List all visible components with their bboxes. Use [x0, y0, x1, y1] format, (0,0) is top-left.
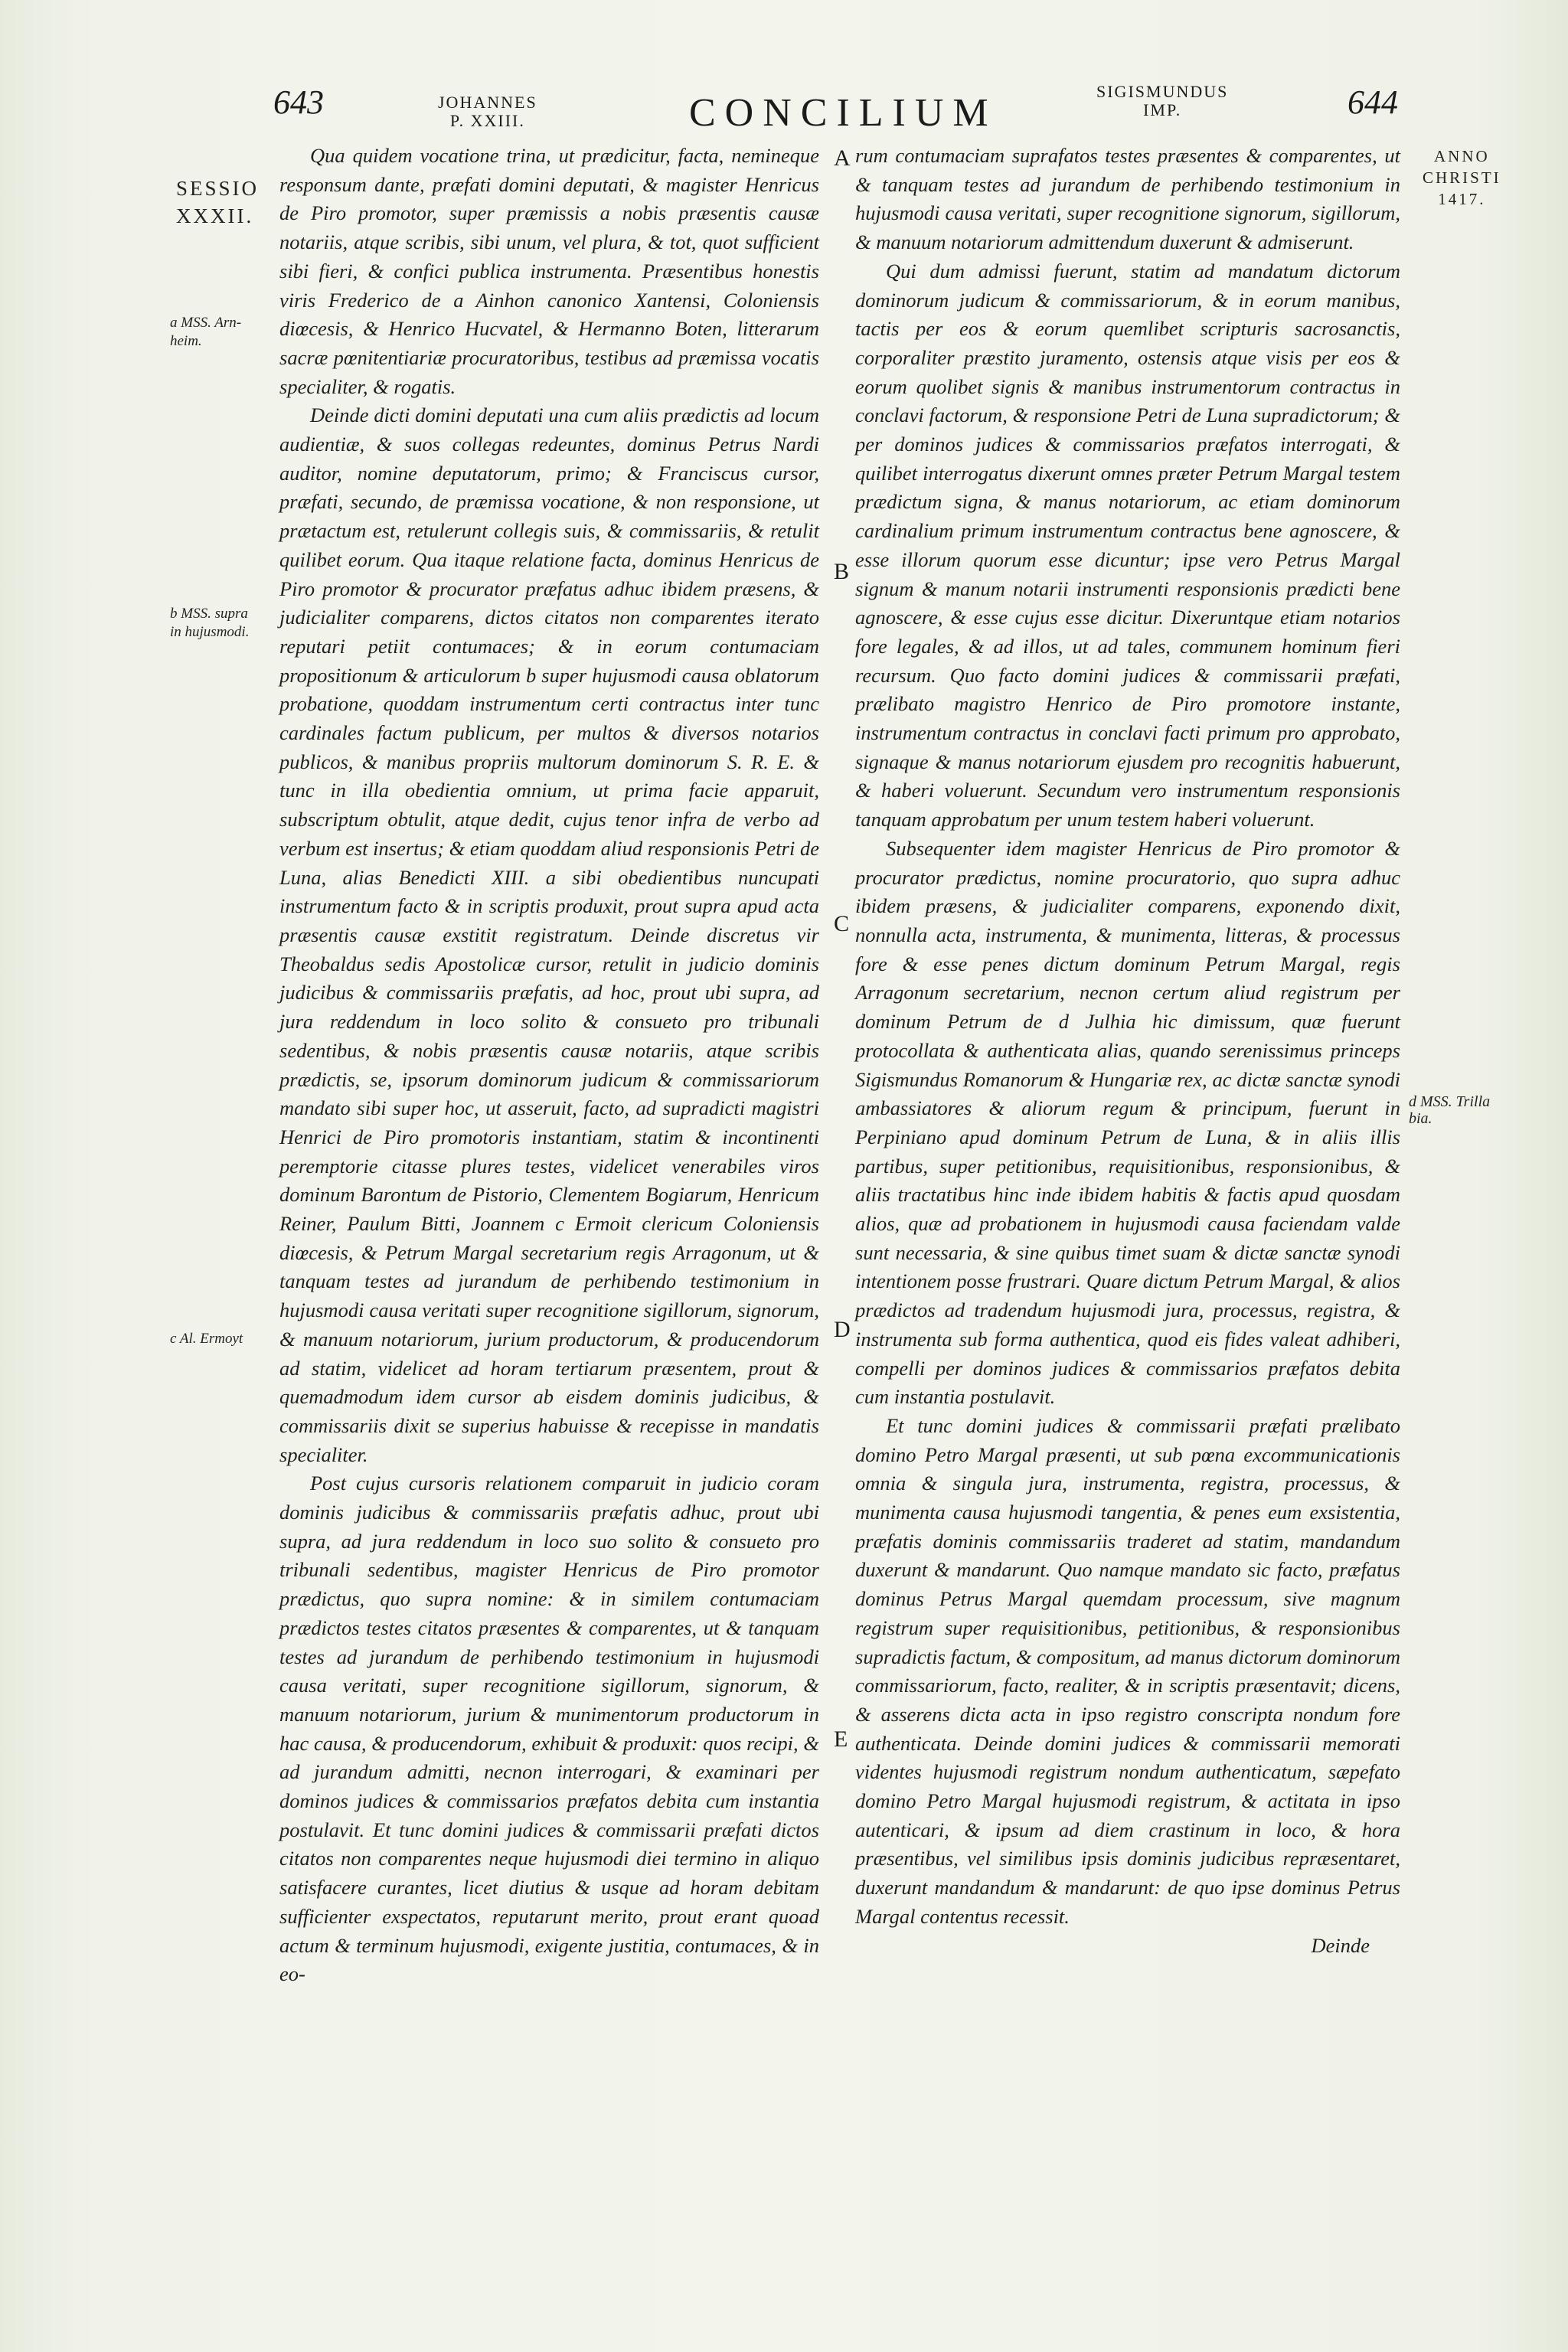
page-title: CONCILIUM	[689, 91, 998, 135]
section-letter-d: D	[834, 1317, 851, 1342]
section-letter-e: E	[834, 1726, 848, 1752]
left-paragraph-1: Qua quidem vocatione trina, ut prædicitur, facta, nemineque responsum dante, præfati domini deputati, & magister Henricus de Piro promotor, super præmissis a nobis præsentis causæ notariis, atque scribis, sibi unum, vel plura, & tot, quot sufficient sibi fieri, & confici publica instrumenta. Præsentibus honestis viris Frederico de a Ainhon canonico Xantensi, Coloniensis diœcesis, & Henrico Hucvatel, & Hermanno Boten, litterarum sacræ pœnitentiariæ procuratoribus, testibus ad præmissa vocatis specialiter, & rogatis.	[279, 144, 819, 398]
left-paragraph-3: Post cujus cursoris relationem comparuit in judicio coram dominis judicibus & commissariis præfatis adhuc, prout ubi supra, ad jura reddendum in loco suo solito & consueto pro tribunali sedentibus, magister Henricus de Piro promotor prædictus, quo supra nomine: & in similem contumaciam prædictos testes citatos præsentes & comparentes, ut & tanquam testes ad jurandum de perhibendo testimonium in hujusmodi causa veritati, super recognitione sigillorum, signorum, & manuum notariorum, jurium & munimentorum productorum in hac causa, & producendorum, exhibuit & produxit: quos recipi, & ad jurandum admitti, necnon interrogari, & examinari per dominos judices & commissarios præfatos debita cum instantia postulavit. Et tunc domini judices & commissarii præfati dictos citatos non comparentes neque hujusmodi diei termino in aliquo satisfacere curantes, licet diutius & usque ad horam debitam sufficienter exspectatos, reputarunt merito, prout erant quoad actum & terminum hujusmodi, exigente justitia, contumaces, & in eo-	[279, 1472, 819, 1986]
margin-note-d-line1: d MSS. Trilla	[1409, 1093, 1491, 1110]
running-head-left	[438, 93, 537, 130]
section-letter-b: B	[834, 559, 850, 584]
right-paragraph-2: Qui dum admissi fuerunt, statim ad mandatum dictorum dominorum judicum & commissariorum, & in eorum manibus, tactis per eos & eorum quemlibet scripturis sacrosanctis, corporaliter præstito juramento, ostensis atque visis per eos & eorum quolibet signis & manibus instrumentorum contractus in conclavi factorum, & responsione Petri de Luna supradictorum; & per dominos judices & commissarios præfatos interrogati, & quilibet interrogatus dixerunt omnes præter Petrum Margal testem prædictum signa, & manus notariorum, ac etiam dominorum cardinalium primum instrumentum contractus bene agnoscere, & esse illorum quorum esse dicuntur; ipse vero Petrus Margal signum & manum notarii instrumenti responsionis prædicti bene agnoscere, & esse cujus esse dicitur. Dixeruntque etiam notarios fore legales, & ad illos, ut ad tales, communem hominum fieri recursum. Quo facto domini judices & commissarii præfati, prælibato magistro Henrico de Piro promotore instante, instrumentum contractus in conclavi facti primum pro approbato, signaque & manus notariorum ejusdem pro recognitis habuerunt, & haberi voluerunt. Secundum vero instrumentum responsionis tanquam approbatum per unum testem haberi voluerunt.	[855, 259, 1400, 831]
left-paragraph-2: Deinde dicti domini deputati una cum aliis prædictis ad locum audientiæ, & suos collegas redeuntes, dominus Petrus Nardi auditor, nomine deputatorum, primo; & Franciscus cursor, præfati, secundo, de præmissa vocatione, & non responsione, ut prætactum est, retulerunt collegis suis, & commissariis, & retulit quilibet eorum. Qua itaque relatione facta, dominus Henricus de Piro promotor & procurator præfatus adhuc ibidem præsens, & judicialiter comparens, dictos citatos non comparentes iterato reputari petiit contumaces; & in eorum contumaciam propositionum & articulorum b super hujusmodi causa oblatorum probatione, quoddam instrumentum certi contractus inter tunc cardinales factum publicum, per multos & diversos notarios publicos, & manibus propriis multorum dominorum S. R. E. & tunc in illa obedientia omnium, ut prima facie apparuit, subscriptum obtulit, atque dedit, cujus tenor infra de verbo ad verbum est insertus; & etiam quoddam aliud responsionis Petri de Luna, alias Benedicti XIII. a sibi obedientibus nuncupati instrumentum facto & in scriptis produxit, prout supra apud acta præsentis causæ exstitit registratum. Deinde discretus vir Theobaldus sedis Apostolicæ cursor, retulit in judicio dominis judicibus & commissariis præfatis, ad hoc, prout ubi supra, ad jura reddendum in loco solito & consueto pro tribunali sedentibus, & nobis præsentis causæ notariis, atque scribis prædictis, se, ipsorum dominorum judicum & commissariorum mandato sibi super hoc, ut asseruit, facto, ad supradicti magistri Henrici de Piro promotoris instantiam, statim & incontinenti peremptorie citasse plures testes, videlicet venerabiles viros dominum Barontum de Pistorio, Clementem Bogiarum, Henricum Reiner, Paulum Bitti, Joannem c Ermoit clericum Coloniensis diœcesis, & Petrum Margal secretarium regis Arragonum, ut & tanquam testes ad jurandum de perhibendo testimonium in hujusmodi causa veritati super recognitione sigillorum, signorum, & manuum notariorum, jurium productorum, & producendorum ad statim, videlicet ad horam tertiarum præsentem, prout & quemadmodum idem cursor ab eisdem dominis judicibus, & commissariis dixit se superius habuisse & recepisse in mandatis specialiter.	[279, 403, 819, 1466]
right-column	[855, 142, 1400, 1960]
running-head-left-line1: JOHANNES	[438, 93, 537, 112]
year-label	[1423, 145, 1501, 210]
margin-note-a-line2: heim.	[170, 333, 202, 349]
margin-note-a	[170, 314, 241, 351]
session-label-line1: SESSIO	[176, 177, 260, 200]
margin-note-d-line2: bia.	[1409, 1110, 1432, 1127]
margin-note-b-line1: b MSS. supra	[170, 606, 248, 622]
margin-note-c: c Al. Ermoyt	[170, 1331, 243, 1347]
year-label-line3: 1417.	[1438, 190, 1486, 208]
margin-note-a-line1: a MSS. Arn-	[170, 315, 242, 331]
page-number-right: 644	[1348, 83, 1398, 121]
catchword: Deinde	[1311, 1933, 1370, 1957]
year-label-line1: ANNO	[1434, 147, 1490, 165]
right-paragraph-4: Et tunc domini judices & commissarii præfati prælibato domino Petro Margal præsenti, ut sub pœna excommunicationis omnia & singula jura, instrumenta, registra, processus, & munimenta causa hujusmodi tangentia, & penes eum exsistentia, præfatis dominis commissariis traderet ad statim, mandandum duxerunt & mandarunt. Quo namque mandato sic facto, præfatus dominus Petrus Margal quemdam processum, sive magnum registrum super requisitionibus, petitionibus, & responsionibus supradictis factum, & compositum, ad manus dictorum dominorum commissariorum, facto, realiter, & in scriptis præsentavit; dicens, & asserens dicta acta in ipso registro conscripta nondum fore authenticata. Deinde domini judices & commissarii memorati videntes hujusmodi registrum nondum authenticatum, sæpefato domino Petro Margal hujusmodi registrum, & actitata in ipso autenticari, & ipsum ad diem crastinum in loco, & hora præsentibus, vel similibus ipsis dominis judicibus repræsentaret, duxerunt mandandum & mandarunt: de quo ipse dominus Petrus Margal contentus recessit.	[855, 1413, 1400, 1928]
right-paragraph-1: rum contumaciam suprafatos testes præsentes & comparentes, ut & tanquam testes ad jurandum de perhibendo testimonium in hujusmodi causa veritati, super recognitione signorum, sigillorum, & manuum notariorum admittendum duxerunt & admiserunt.	[855, 144, 1400, 254]
session-label	[176, 175, 259, 230]
section-letter-c: C	[834, 911, 850, 936]
left-column	[279, 142, 819, 1989]
running-head-right	[1096, 83, 1228, 119]
running-head-right-line1: SIGISMUNDUS	[1096, 82, 1229, 101]
right-paragraph-3: Subsequenter idem magister Henricus de Piro promotor & procurator prædictus, nomine procuratorio, quo supra adhuc ibidem præsens, & judicialiter comparens, exponendo dixit, nonnulla acta, instrumenta, & munimenta, litteras, & processus fore & esse penes dictum dominum Petrum Margal, regis Arragonum secretarium, necnon certum aliud registrum per dominum Petrum de d Julhia hic dimissum, quæ fuerunt protocollata & authenticata alias, quando serenissimus princeps Sigismundus Romanorum & Hungariæ rex, ac dictæ sanctæ synodi ambassiatores & aliorum regum & principum, fuerunt in Perpiniano apud dominum Petrum de Luna, & in aliis illis partibus, super petitionibus, requisitionibus, responsionibus, & aliis tractatibus hinc inde ibidem habitis & factis apud quosdam alios, quæ ad probationem in hujusmodi causa faciendam valde sunt necessaria, & sine quibus timet suam & dictæ sanctæ synodi intentionem posse frustrari. Quare dictum Petrum Margal, & alios prædictos ad tradendum hujusmodi jura, processus, registra, & instrumenta sub forma authentica, quod eis fides valeat adhiberi, compelli per dominos judices & commissarios præfatos debita cum instantia postulavit.	[855, 836, 1400, 1409]
margin-note-b-line2: in hujusmodi.	[170, 624, 250, 640]
session-label-line2: XXXII.	[176, 204, 254, 227]
margin-note-b	[170, 605, 249, 642]
page-number-left: 643	[273, 83, 324, 121]
running-head-left-line2: P. XXIII.	[449, 111, 525, 130]
year-label-line2: CHRISTI	[1423, 168, 1501, 187]
margin-note-d	[1409, 1093, 1490, 1127]
section-letter-a: A	[834, 145, 851, 171]
running-head-right-line2: IMP.	[1143, 100, 1182, 119]
